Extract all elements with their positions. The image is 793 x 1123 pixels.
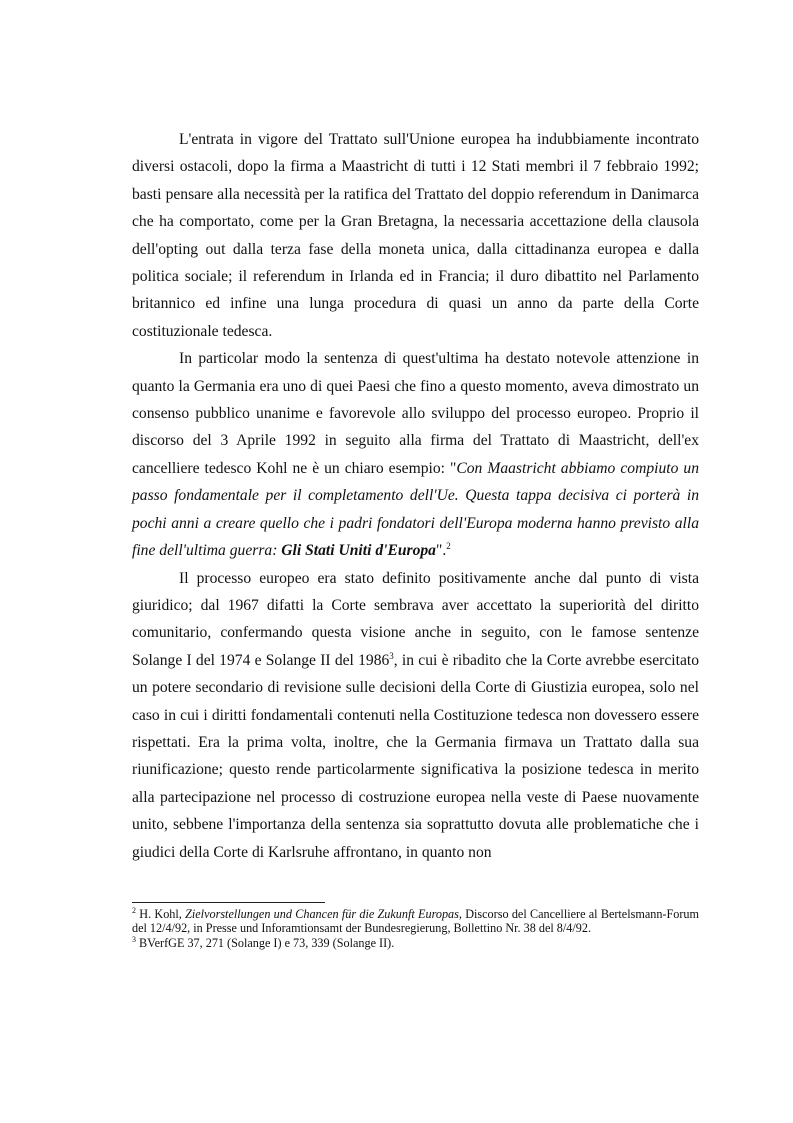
footnotes	[132, 907, 699, 950]
footnote-2-text-after: , Discorso del Cancelliere al Bertelsmann-Forum del 12/4/92, in Presse und Inforamtionsamt der Bundesregierung, Bollettino Nr. 38 del 8/4/92.	[132, 907, 699, 936]
paragraph-3-text-after: , in cui è ribadito che la Corte avrebbe esercitato un potere secondario di revisione sulle decisioni della Corte di Giustizia europea, solo nel caso in cui i diritti fondamentali contenuti nella Costituzione tedesca non dovessero essere rispettati. Era la prima volta, inoltre, che la Germania firmava un Trattato dalla sua riunificazione; questo rende particolarmente significativa la posizione tedesca in merito alla partecipazione nel processo di costruzione europea nella veste di Paese nuovamente unito, sebbene l'importanza della sentenza sia soprattutto dovuta alle problematiche che i giudici della Corte di Karlsruhe affrontano, in quanto non	[132, 651, 699, 861]
footnote-separator	[132, 902, 325, 903]
paragraph-2	[132, 345, 699, 564]
footnote-ref-3[interactable]: 3	[389, 650, 394, 661]
paragraph-3-text-before: Il processo europeo era stato definito positivamente anche dal punto di vista giuridico; dal 1967 difatti la Corte sembrava aver accettato la superiorità del diritto comunitario, confermando questa visione anche in seguito, con le famose sentenze Solange I del 1974 e Solange II del 1986	[132, 569, 699, 669]
footnote-2	[132, 907, 699, 936]
kohl-quote-emphasis: Gli Stati Uniti d'Europa	[281, 542, 436, 560]
footnote-3-text: BVerfGE 37, 271 (Solange I) e 73, 339 (Solange II).	[136, 935, 395, 950]
footnote-2-text-before: H. Kohl,	[136, 907, 186, 921]
paragraph-2-text-before: In particolar modo la sentenza di quest'ultima ha destato notevole attenzione in quanto la Germania era uno di quei Paesi che fino a questo momento, aveva dimostrato un consenso pubblico unanime e favorevole allo sviluppo del processo europeo. Proprio il discorso del 3 Aprile 1992 in seguito alla firma del Trattato di Maastricht, dell'ex cancelliere tedesco Kohl ne è un chiaro esempio: "	[132, 350, 699, 477]
kohl-quote: Con Maastricht abbiamo compiuto un passo fondamentale per il completamento dell'Ue. Questa tappa decisiva ci porterà in pochi anni a creare quello che i padri fondatori dell'Europa moderna hanno previsto alla fine dell'ultima guerra:	[132, 459, 699, 560]
paragraph-3	[132, 565, 699, 866]
footnote-number-2: 2	[132, 905, 136, 915]
footnote-ref-2[interactable]: 2	[446, 540, 451, 551]
paragraph-1	[132, 126, 699, 345]
footnote-2-title: Zielvorstellungen und Chancen für die Zukunft Europas	[185, 907, 459, 921]
paragraph-1-text: L'entrata in vigore del Trattato sull'Unione europea ha indubbiamente incontrato diversi ostacoli, dopo la firma a Maastricht di tutti i 12 Stati membri il 7 febbraio 1992; basti pensare alla necessità per la ratifica del Trattato del doppio referendum in Danimarca che ha comportato, come per la Gran Bretagna, la necessaria accettazione della clausola dell'opting out dalla terza fase della moneta unica, dalla cittadinanza europea e dalla politica sociale; il referendum in Irlanda ed in Francia; il duro dibattito nel Parlamento britannico ed infine una lunga procedura di quasi un anno da parte della Corte costituzionale tedesca.	[132, 131, 699, 340]
footnote-number-3: 3	[132, 934, 136, 944]
body-text	[132, 126, 699, 866]
footnote-3	[132, 936, 699, 950]
paragraph-2-text-after: ".	[435, 542, 447, 560]
